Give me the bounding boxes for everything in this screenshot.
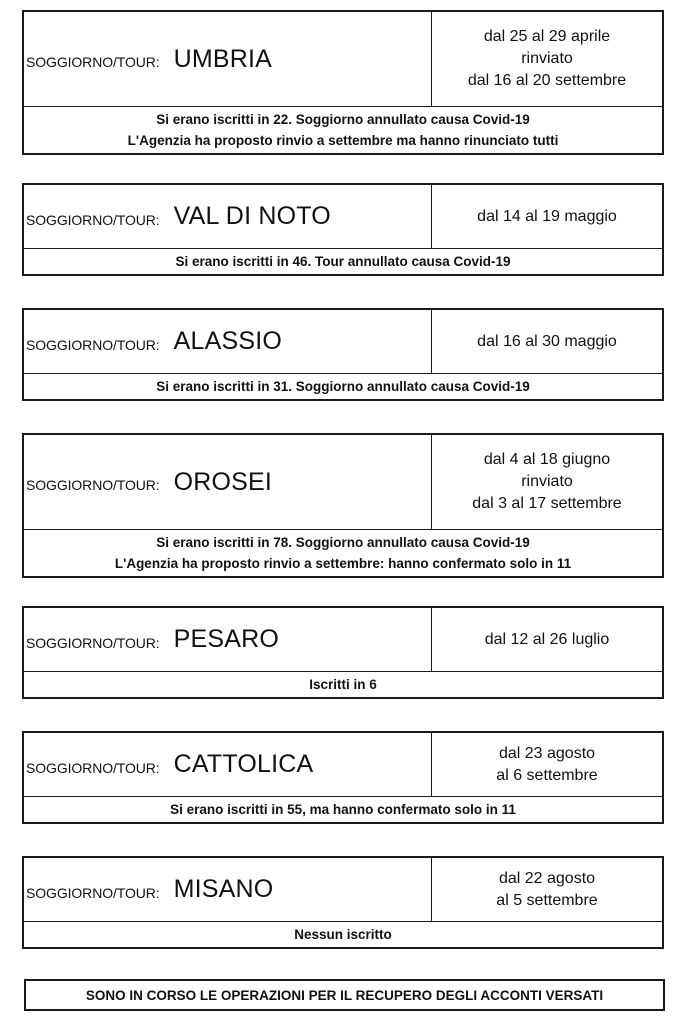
date-line: dal 22 agosto: [498, 869, 596, 887]
tour-dates: [432, 12, 662, 106]
date-line: dal 23 agosto: [498, 744, 596, 762]
tour-note: [24, 374, 662, 399]
tour-note: [24, 922, 662, 947]
tour-note: [24, 672, 662, 697]
tour-destination: UMBRIA: [173, 44, 273, 73]
date-line: dal 14 al 19 maggio: [477, 207, 617, 225]
date-line: rinviato: [521, 473, 573, 490]
tour-label: SOGGIORNO/TOUR:: [26, 211, 160, 228]
footer-notice: SONO IN CORSO LE OPERAZIONI PER IL RECUPERO DEGLI ACCONTI VERSATI: [24, 979, 665, 1011]
note-line: Si erano iscritti in 55, ma hanno confermato solo in 11: [170, 802, 516, 817]
tour-dates: [432, 185, 662, 248]
tour-dates: [432, 310, 662, 373]
date-line: rinviato: [521, 50, 573, 67]
tour-label: SOGGIORNO/TOUR:: [26, 54, 160, 70]
tour-box-alassio: [22, 308, 664, 401]
note-line: L'Agenzia ha proposto rinvio a settembre: hanno confermato solo in 11: [114, 556, 572, 571]
tour-label: SOGGIORNO/TOUR:: [26, 477, 160, 493]
tour-box-misano: [22, 856, 664, 949]
note-line: Si erano iscritti in 31. Soggiorno annullato causa Covid-19: [156, 379, 530, 394]
tour-destination: PESARO: [173, 625, 279, 653]
tour-box-umbria: [22, 10, 664, 155]
note-line: Nessun iscritto: [294, 927, 392, 942]
tour-label: SOGGIORNO/TOUR:: [26, 336, 160, 353]
note-line: Iscritti in 6: [309, 677, 377, 692]
tour-dates: [432, 608, 662, 671]
tour-label: SOGGIORNO/TOUR:: [26, 634, 160, 651]
tour-note: [24, 530, 662, 576]
date-line: dal 16 al 20 settembre: [467, 72, 627, 89]
tour-destination: ALASSIO: [173, 327, 282, 355]
tour-destination: VAL DI NOTO: [173, 202, 331, 230]
tour-destination: MISANO: [173, 875, 274, 903]
note-line: Si erano iscritti in 78. Soggiorno annullato causa Covid-19: [156, 535, 530, 550]
note-line: Si erano iscritti in 22. Soggiorno annullato causa Covid-19: [156, 112, 530, 127]
date-line: al 5 settembre: [496, 891, 598, 909]
tour-note: [24, 107, 662, 153]
tour-note: [24, 797, 662, 822]
tour-destination: CATTOLICA: [173, 750, 314, 778]
tour-label: SOGGIORNO/TOUR:: [26, 884, 160, 901]
tour-label: SOGGIORNO/TOUR:: [26, 759, 160, 776]
date-line: dal 4 al 18 giugno: [483, 451, 611, 468]
tour-box-val-di-noto: [22, 183, 664, 276]
note-line: L'Agenzia ha proposto rinvio a settembre ma hanno rinunciato tutti: [127, 133, 559, 148]
date-line: dal 16 al 30 maggio: [477, 332, 617, 350]
tour-dates: [432, 858, 662, 921]
tour-dates: [432, 435, 662, 529]
date-line: dal 12 al 26 luglio: [484, 630, 610, 648]
date-line: al 6 settembre: [496, 766, 598, 784]
tour-box-pesaro: [22, 606, 664, 699]
note-line: Si erano iscritti in 46. Tour annullato causa Covid-19: [175, 254, 511, 269]
tour-box-cattolica: [22, 731, 664, 824]
tour-box-orosei: [22, 433, 664, 578]
tour-note: [24, 249, 662, 274]
tour-dates: [432, 733, 662, 796]
date-line: dal 3 al 17 settembre: [472, 495, 622, 512]
date-line: dal 25 al 29 aprile: [483, 28, 611, 45]
tour-destination: OROSEI: [173, 467, 273, 496]
